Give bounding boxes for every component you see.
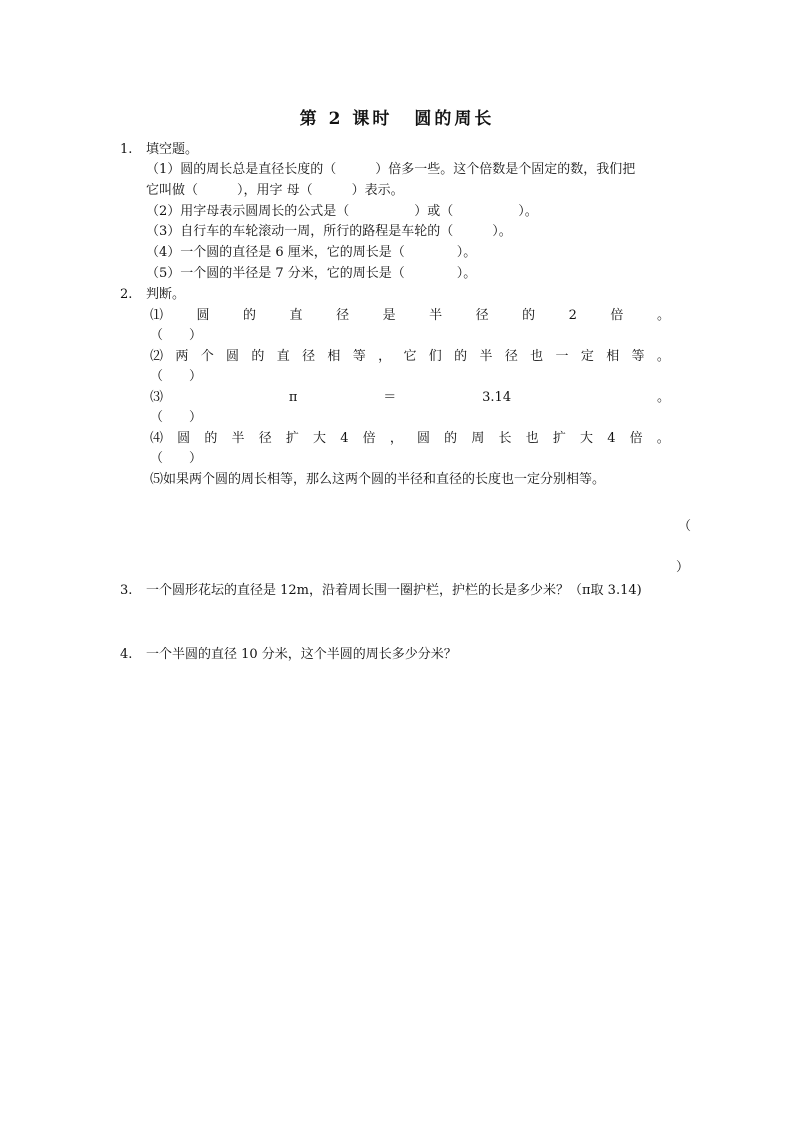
q1-number: 1.	[120, 142, 133, 157]
q2-number: 2.	[120, 287, 133, 302]
q1-line-1a: （1）圆的周长总是直径长度的（ ）倍多一些。这个倍数是个固定的数，我们把	[146, 162, 636, 177]
q4-text: 一个半圆的直径 10 分米，这个半圆的周长多少分米？	[146, 647, 457, 662]
q1-line-2: （2）用字母表示圆周长的公式是（ ）或（ ）。	[146, 204, 538, 219]
q1-line-4: （4）一个圆的直径是 6 厘米，它的周长是（ ）。	[146, 245, 477, 260]
q2-answer-2: （ ）	[150, 369, 203, 384]
q2-answer-5-open: （	[678, 519, 692, 534]
q3-text: 一个圆形花坛的直径是 12m，沿着周长围一圈护栏，护栏的长是多少米？（π取 3.14)	[146, 583, 642, 598]
q1-line-3: （3）自行车的车轮滚动一周，所行的路程是车轮的（ ）。	[146, 224, 512, 239]
q2-answer-4: （ ）	[150, 451, 203, 466]
q2-statement-3: ⑶ π ＝ 3.14 。	[150, 390, 670, 405]
q2-statement-5: ⑸如果两个圆的周长相等，那么这两个圆的半径和直径的长度也一定分别相等。	[150, 472, 606, 487]
q2-answer-1: （ ）	[150, 328, 203, 343]
q4-number: 4.	[120, 647, 133, 662]
q1-line-5: （5）一个圆的半径是 7 分米，它的周长是（ ）。	[146, 266, 477, 281]
q2-answer-5-close: ）	[676, 560, 690, 575]
page-title	[0, 104, 794, 129]
q2-heading: 判断。	[146, 287, 186, 302]
q3-number: 3.	[120, 583, 133, 598]
q2-statement-4: ⑷ 圆 的 半 径 扩 大 4 倍 ， 圆 的 周 长 也 扩 大 4 倍 。	[150, 431, 670, 446]
lesson-topic: 圆的周长	[414, 109, 495, 129]
q2-statement-1: ⑴ 圆 的 直 径 是 半 径 的 2 倍 。	[150, 308, 670, 323]
q2-answer-3: （ ）	[150, 410, 203, 425]
q2-statement-2: ⑵ 两 个 圆 的 直 径 相 等 ， 它 们 的 半 径 也 一 定 相 等 。	[150, 349, 670, 364]
lesson-label: 第 2 课时	[299, 109, 393, 129]
q1-line-1b: 它叫做（ ），用字 母（ ）表示。	[146, 183, 404, 198]
q1-heading: 填空题。	[146, 142, 199, 157]
